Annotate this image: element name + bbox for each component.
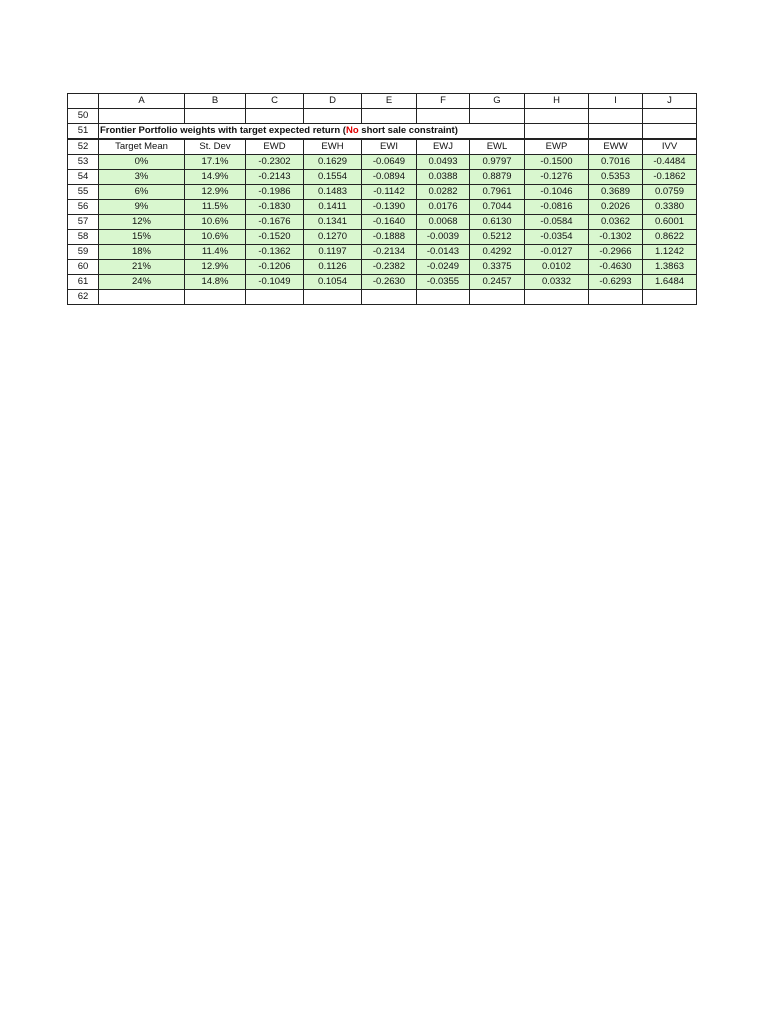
column-header-i[interactable]: I (589, 94, 643, 109)
data-cell[interactable]: 0.0332 (525, 275, 589, 290)
data-cell[interactable]: 0.5353 (589, 170, 643, 185)
row-number[interactable]: 55 (68, 185, 99, 200)
column-header-j[interactable]: J (643, 94, 697, 109)
empty-cell[interactable] (643, 290, 697, 305)
empty-cell[interactable] (99, 109, 185, 124)
data-cell[interactable]: 11.5% (185, 200, 246, 215)
data-cell[interactable]: 0.1483 (304, 185, 362, 200)
data-cell[interactable]: 0.6130 (470, 215, 525, 230)
data-cell[interactable]: 0.1126 (304, 260, 362, 275)
header-cell[interactable]: EWL (470, 139, 525, 155)
blank-row-top (68, 109, 697, 124)
data-cell[interactable]: 0.4292 (470, 245, 525, 260)
data-cell[interactable]: 0.1270 (304, 230, 362, 245)
table-row (68, 200, 697, 215)
empty-cell[interactable] (470, 290, 525, 305)
header-cell[interactable]: EWJ (417, 139, 470, 155)
data-cell[interactable]: 0.0388 (417, 170, 470, 185)
data-cell[interactable]: -0.1888 (362, 230, 417, 245)
data-cell[interactable]: 0.0759 (643, 185, 697, 200)
empty-cell[interactable] (643, 124, 697, 140)
table-row (68, 215, 697, 230)
data-cell[interactable]: -0.6293 (589, 275, 643, 290)
title-highlight: No (345, 125, 359, 136)
row-number[interactable]: 60 (68, 260, 99, 275)
data-cell[interactable]: -0.0039 (417, 230, 470, 245)
data-cell[interactable]: 12% (99, 215, 185, 230)
row-number[interactable]: 57 (68, 215, 99, 230)
row-number[interactable]: 53 (68, 155, 99, 170)
data-cell[interactable]: 0.0068 (417, 215, 470, 230)
header-cell[interactable]: St. Dev (185, 139, 246, 155)
title-suffix: short sale constraint) (358, 125, 458, 136)
table-row (68, 170, 697, 185)
data-cell[interactable]: 17.1% (185, 155, 246, 170)
empty-cell[interactable] (417, 109, 470, 124)
table-row (68, 185, 697, 200)
data-cell[interactable]: -0.1276 (525, 170, 589, 185)
data-cell[interactable]: -0.0649 (362, 155, 417, 170)
data-cell[interactable]: 1.3863 (643, 260, 697, 275)
row-number[interactable]: 59 (68, 245, 99, 260)
data-cell[interactable]: -0.0249 (417, 260, 470, 275)
data-cell[interactable]: 1.1242 (643, 245, 697, 260)
empty-cell[interactable] (362, 290, 417, 305)
column-header-b[interactable]: B (185, 94, 246, 109)
data-cell[interactable]: -0.2630 (362, 275, 417, 290)
data-cell[interactable]: -0.2143 (246, 170, 304, 185)
data-cell[interactable]: -0.1049 (246, 275, 304, 290)
data-cell[interactable]: 0.7016 (589, 155, 643, 170)
data-cell[interactable]: 0.0176 (417, 200, 470, 215)
data-cell[interactable]: -0.1142 (362, 185, 417, 200)
data-cell[interactable]: 0.1411 (304, 200, 362, 215)
data-cell[interactable]: 10.6% (185, 230, 246, 245)
data-cell[interactable]: -0.1830 (246, 200, 304, 215)
data-cell[interactable]: 0.0362 (589, 215, 643, 230)
data-cell[interactable]: 0.0493 (417, 155, 470, 170)
column-header-f[interactable]: F (417, 94, 470, 109)
data-cell[interactable]: -0.1520 (246, 230, 304, 245)
empty-cell[interactable] (589, 290, 643, 305)
data-cell[interactable]: -0.2382 (362, 260, 417, 275)
data-cell[interactable]: 0.1554 (304, 170, 362, 185)
header-cell[interactable]: IVV (643, 139, 697, 155)
data-cell[interactable]: 21% (99, 260, 185, 275)
empty-cell[interactable] (304, 109, 362, 124)
data-cell[interactable]: 6% (99, 185, 185, 200)
data-cell[interactable]: -0.0584 (525, 215, 589, 230)
data-cell[interactable]: 1.6484 (643, 275, 697, 290)
empty-cell[interactable] (525, 124, 589, 140)
empty-cell[interactable] (99, 290, 185, 305)
data-cell[interactable]: 12.9% (185, 260, 246, 275)
data-cell[interactable]: -0.1676 (246, 215, 304, 230)
table-row (68, 230, 697, 245)
data-cell[interactable]: -0.1390 (362, 200, 417, 215)
row-number[interactable]: 51 (68, 124, 99, 140)
data-cell[interactable]: 9% (99, 200, 185, 215)
empty-cell[interactable] (246, 290, 304, 305)
data-cell[interactable]: 0.8622 (643, 230, 697, 245)
row-number[interactable]: 62 (68, 290, 99, 305)
row-number[interactable]: 50 (68, 109, 99, 124)
data-cell[interactable]: 0.7044 (470, 200, 525, 215)
column-header-g[interactable]: G (470, 94, 525, 109)
row-number[interactable]: 58 (68, 230, 99, 245)
data-cell[interactable]: -0.1046 (525, 185, 589, 200)
header-cell[interactable]: EWW (589, 139, 643, 155)
blank-row-bottom (68, 290, 697, 305)
row-number[interactable]: 54 (68, 170, 99, 185)
column-header-row (68, 94, 697, 109)
column-header-h[interactable]: H (525, 94, 589, 109)
data-cell[interactable]: -0.1640 (362, 215, 417, 230)
data-cell[interactable]: -0.1986 (246, 185, 304, 200)
data-cell[interactable]: -0.2134 (362, 245, 417, 260)
data-cell[interactable]: 0.1341 (304, 215, 362, 230)
select-all-corner[interactable] (68, 94, 99, 109)
data-cell[interactable]: 0.1054 (304, 275, 362, 290)
data-cell[interactable]: 0.3375 (470, 260, 525, 275)
data-cell[interactable]: 14.9% (185, 170, 246, 185)
data-cell[interactable]: -0.2302 (246, 155, 304, 170)
data-cell[interactable]: -0.4484 (643, 155, 697, 170)
data-cell[interactable]: -0.2966 (589, 245, 643, 260)
table-header-row (68, 139, 697, 155)
data-cell[interactable]: -0.0354 (525, 230, 589, 245)
header-cell[interactable]: EWD (246, 139, 304, 155)
data-cell[interactable]: 18% (99, 245, 185, 260)
table-row (68, 275, 697, 290)
data-cell[interactable]: 10.6% (185, 215, 246, 230)
empty-cell[interactable] (643, 109, 697, 124)
empty-cell[interactable] (525, 290, 589, 305)
header-cell[interactable]: EWP (525, 139, 589, 155)
title-prefix: Frontier Portfolio weights with target expected return ( (100, 125, 346, 136)
empty-cell[interactable] (525, 109, 589, 124)
table-row (68, 260, 697, 275)
empty-cell[interactable] (246, 109, 304, 124)
title-row (68, 124, 697, 140)
table-row (68, 155, 697, 170)
empty-cell[interactable] (589, 124, 643, 140)
data-cell[interactable]: 0.0282 (417, 185, 470, 200)
data-cell[interactable]: 12.9% (185, 185, 246, 200)
empty-cell[interactable] (185, 290, 246, 305)
empty-cell[interactable] (417, 290, 470, 305)
data-cell[interactable]: 0.5212 (470, 230, 525, 245)
data-cell[interactable]: 11.4% (185, 245, 246, 260)
column-header-c[interactable]: C (246, 94, 304, 109)
data-cell[interactable]: 0.2457 (470, 275, 525, 290)
empty-cell[interactable] (185, 109, 246, 124)
data-cell[interactable]: 0.0102 (525, 260, 589, 275)
data-cell[interactable]: 24% (99, 275, 185, 290)
data-cell[interactable]: 15% (99, 230, 185, 245)
data-cell[interactable]: 0.6001 (643, 215, 697, 230)
data-cell[interactable]: -0.0894 (362, 170, 417, 185)
column-header-a[interactable]: A (99, 94, 185, 109)
data-cell[interactable]: -0.1862 (643, 170, 697, 185)
spreadsheet-table (67, 93, 697, 305)
row-number[interactable]: 56 (68, 200, 99, 215)
header-cell[interactable]: EWI (362, 139, 417, 155)
data-cell[interactable]: 14.8% (185, 275, 246, 290)
header-cell[interactable]: EWH (304, 139, 362, 155)
empty-cell[interactable] (362, 109, 417, 124)
data-cell[interactable]: 0.3689 (589, 185, 643, 200)
data-cell[interactable]: 3% (99, 170, 185, 185)
data-cell[interactable]: -0.0127 (525, 245, 589, 260)
data-cell[interactable]: -0.4630 (589, 260, 643, 275)
empty-cell[interactable] (470, 109, 525, 124)
table-title-cell[interactable] (99, 124, 525, 140)
row-number[interactable]: 52 (68, 139, 99, 155)
data-cell[interactable]: -0.1206 (246, 260, 304, 275)
data-cell[interactable]: -0.1362 (246, 245, 304, 260)
data-cell[interactable]: -0.0143 (417, 245, 470, 260)
data-cell[interactable]: -0.1302 (589, 230, 643, 245)
data-cell[interactable]: 0.1197 (304, 245, 362, 260)
data-cell[interactable]: 0.9797 (470, 155, 525, 170)
data-cell[interactable]: -0.0816 (525, 200, 589, 215)
empty-cell[interactable] (304, 290, 362, 305)
column-header-d[interactable]: D (304, 94, 362, 109)
data-cell[interactable]: -0.1500 (525, 155, 589, 170)
header-cell[interactable]: Target Mean (99, 139, 185, 155)
data-cell[interactable]: 0.2026 (589, 200, 643, 215)
data-cell[interactable]: 0.3380 (643, 200, 697, 215)
table-row (68, 245, 697, 260)
data-cell[interactable]: 0.1629 (304, 155, 362, 170)
row-number[interactable]: 61 (68, 275, 99, 290)
data-cell[interactable]: 0.7961 (470, 185, 525, 200)
data-cell[interactable]: 0% (99, 155, 185, 170)
column-header-e[interactable]: E (362, 94, 417, 109)
data-cell[interactable]: -0.0355 (417, 275, 470, 290)
empty-cell[interactable] (589, 109, 643, 124)
data-cell[interactable]: 0.8879 (470, 170, 525, 185)
